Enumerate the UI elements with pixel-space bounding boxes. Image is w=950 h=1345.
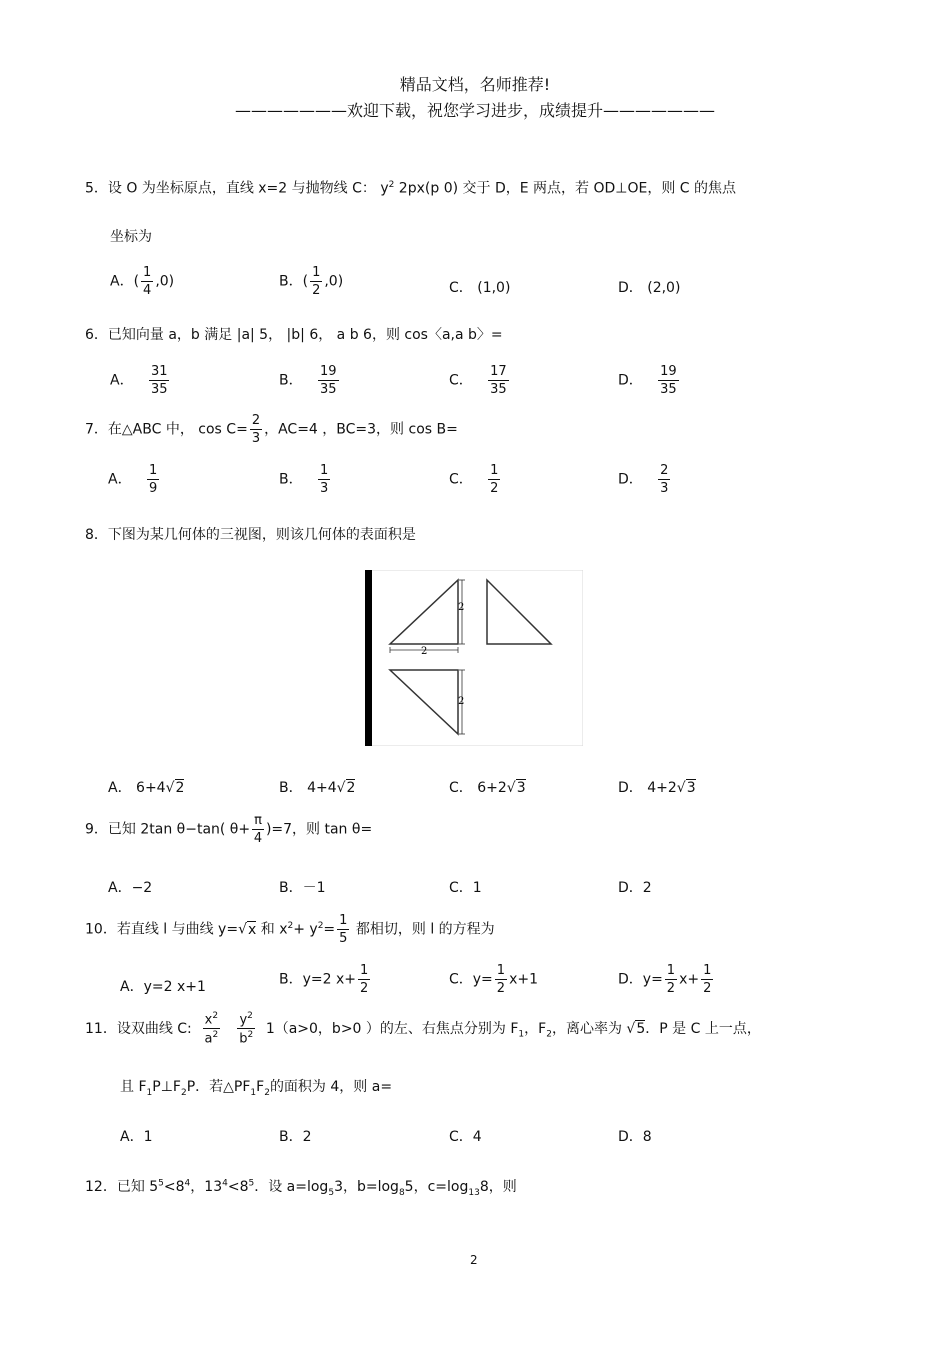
q7-option-b: B． $\frac{1}{3}$	[279, 463, 329, 496]
q8-stem: 8．下图为某几何体的三视图，则该几何体的表面积是	[85, 527, 416, 543]
page-number: 2	[470, 1253, 478, 1267]
q11-option-a: A．1	[120, 1129, 153, 1145]
header-title: 精品文档，名师推荐!	[399, 75, 551, 94]
q8-option-a: A． 6+4√2	[108, 780, 185, 796]
q5-stem: 5．设 O 为坐标原点，直线 x=2 与抛物线 C： $y^2$ 2px(p 0) 交于 D，E 两点，若 OD⊥OE，则 C 的焦点	[85, 180, 737, 197]
q8-option-d: D． 4+2√3	[618, 780, 696, 796]
q11-option-d: D．8	[618, 1129, 652, 1145]
dim-label-front-width: 2	[421, 646, 428, 657]
q7-option-a: A． $\frac{1}{9}$	[108, 463, 158, 496]
q10-option-d: D．y= $\frac{1}{2}$ x+ $\frac{1}{2}$	[618, 963, 712, 996]
q11-option-c: C．4	[449, 1129, 482, 1145]
q6-option-a: A． $\frac{31}{35}$	[110, 364, 168, 397]
q8-option-b: B． 4+4√2	[279, 780, 356, 796]
q11-stem-cont: 且 $F_1P\perp F_2P$．若$\triangle PF_1F_2$的面积为 4，则 a=	[120, 1079, 393, 1098]
q10-option-b: B．y=2 x+ $\frac{1}{2}$	[279, 963, 369, 996]
q5-option-d: D． (2,0)	[618, 280, 681, 296]
q7-option-c: C． $\frac{1}{2}$	[449, 463, 499, 496]
q5-option-c: C． (1,0)	[449, 280, 511, 296]
q9-option-a: A．−2	[108, 880, 153, 896]
q8-option-c: C． 6+2√3	[449, 780, 526, 796]
figure-frame	[365, 570, 583, 746]
q11-stem: 11．设双曲线 C: $\frac{x^2}{a^2}$ $\frac{y^2}{b^2}$ 1（a>0，b>0 ）的左、右焦点分别为 $F_1$，$F_2$，离心率为 √5．P 是 C 上一点，	[85, 1011, 761, 1047]
q5-option-b: B．( $\frac{1}{2}$ ,0)	[279, 265, 344, 298]
dim-label-front-height: 2	[458, 602, 465, 613]
q10-option-c: C．y= $\frac{1}{2}$ x+1	[449, 963, 539, 996]
q9-option-d: D．2	[618, 880, 652, 896]
q9-option-c: C．1	[449, 880, 482, 896]
q7-option-d: D． $\frac{2}{3}$	[618, 463, 669, 496]
q7-stem: 7．在△ABC 中， cos C= $\frac{2}{3}$ ，AC=4 ，BC=3，则 cos B=	[85, 413, 458, 446]
q6-option-b: B． $\frac{19}{35}$	[279, 364, 337, 397]
fraction: $\frac{1}{2}$	[312, 265, 321, 298]
q9-option-b: B．－1	[279, 880, 326, 896]
fraction: $\frac{1}{4}$	[143, 265, 152, 298]
q10-stem: 10．若直线 l 与曲线 y=√x 和 $x^2+ y^2=$ $\frac{1}{5}$ 都相切，则 l 的方程为	[85, 913, 495, 946]
q12-stem: 12．已知 $5^5<8^4$，$13^4<8^5$．设 $a=\log_53$，$b=\log_85$，$c=\log_{13}8$，则	[85, 1178, 517, 1198]
q11-option-b: B．2	[279, 1129, 312, 1145]
dim-label-top-height: 2	[458, 696, 465, 707]
q6-option-d: D． $\frac{19}{35}$	[618, 364, 677, 397]
figure-left-bar	[365, 570, 372, 746]
q10-option-a: A．y=2 x+1	[120, 979, 206, 995]
q5-option-a: A．( $\frac{1}{4}$ ,0)	[110, 265, 175, 298]
q5-stem-cont: 坐标为	[110, 229, 152, 245]
q6-option-c: C． $\frac{17}{35}$	[449, 364, 507, 397]
q9-stem: 9．已知 2tan θ−tan( θ+ $\frac{\pi}{4}$ )=7，则 tan θ=	[85, 813, 373, 846]
header-subtitle: ———————欢迎下载，祝您学习进步，成绩提升———————	[234, 101, 715, 120]
three-view-figure	[365, 570, 583, 746]
q6-stem: 6．已知向量 a，b 满足 |a| 5， |b| 6， a b 6，则 cos〈a,a b〉=	[85, 327, 503, 343]
